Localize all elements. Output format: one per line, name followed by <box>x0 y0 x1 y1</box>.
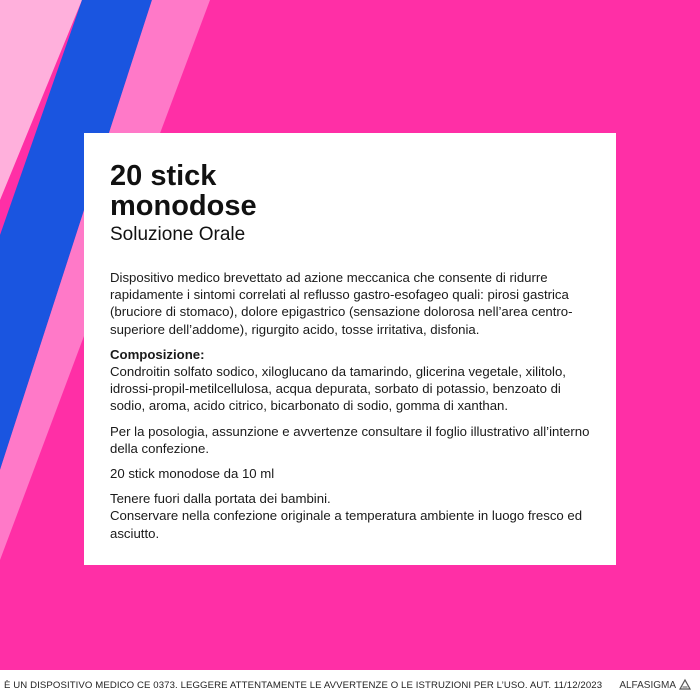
product-subtitle: Soluzione Orale <box>110 224 246 245</box>
composition-text: Condroitin solfato sodico, xiloglucano da tamarindo, glicerina vegetale, xilitolo, idrossi-propil-metilcellulosa, acqua depurata, sorbato di potassio, benzoato di sodio, aroma, acido citrico, bicarbonato di sodio, gomma di xanthan. <box>110 364 566 414</box>
brand-name: ALFASIGMA <box>619 679 676 691</box>
info-card <box>84 133 616 565</box>
description-text: Dispositivo medico brevettato ad azione meccanica che consente di ridurre rapidamente i sintomi correlati al reflusso gastro-esofageo quali: pirosi gastrica (bruciore di stomaco), dolore epigastrico (sensazione dolorosa nell’area centro-superiore dell’addome), rigurgito acido, tosse irritativa, disfonia. <box>110 270 573 337</box>
brand-mark-icon <box>678 678 692 692</box>
card-body <box>110 269 590 542</box>
legal-disclaimer: È UN DISPOSITIVO MEDICO CE 0373. LEGGERE ATTENTAMENTE LE AVVERTENZE O LE ISTRUZIONI PER L’USO. AUT. 11/12/2023 <box>4 679 603 691</box>
posology-text: Per la posologia, assunzione e avvertenze consultare il foglio illustrativo all’interno della confezione. <box>110 423 590 456</box>
warning-children: Tenere fuori dalla portata dei bambini. <box>110 491 331 507</box>
footer-bar <box>0 670 700 700</box>
title-line-2: monodose <box>110 190 257 222</box>
warning-storage: Conservare nella confezione originale a temperatura ambiente in luogo fresco ed asciutto. <box>110 508 583 541</box>
brand-logo <box>619 678 692 692</box>
product-title <box>110 161 590 221</box>
quantity-text: 20 stick monodose da 10 ml <box>110 466 275 482</box>
storage-warnings <box>110 490 590 542</box>
title-line-1: 20 stick <box>110 160 217 192</box>
composition-heading: Composizione: <box>110 346 205 362</box>
